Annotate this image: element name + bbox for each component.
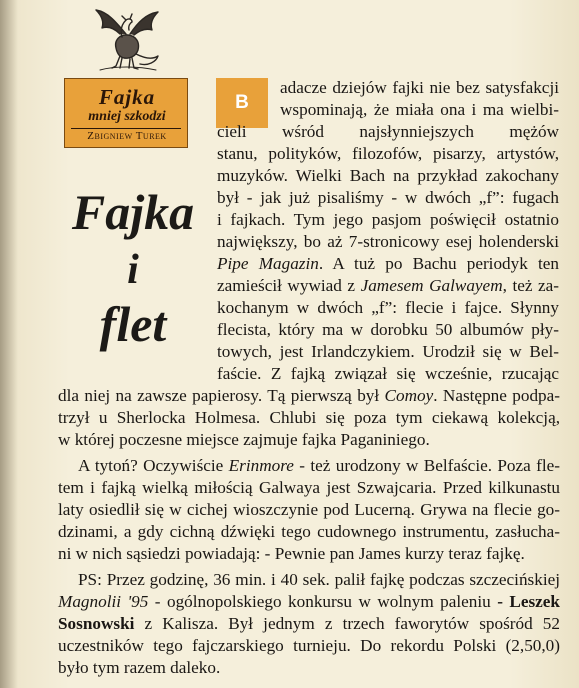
text-line: cieli wśród najsłynniejszych mężów xyxy=(217,122,559,141)
dragon-icon xyxy=(86,4,166,74)
text-line: PS: Przez godzinę, 36 min. i 40 sek. palił fajkę podczas szczecińskiej xyxy=(78,570,560,589)
column-logo xyxy=(64,78,188,148)
text-line: Sosnowski z Kalisza. Był jednym z trzech faworytów spośród 52 xyxy=(58,614,560,633)
column-title: Fajka xyxy=(98,85,156,109)
text-line: dla niej na zawsze papierosy. Tą pierwszą był Comoy. Następne podpa- xyxy=(58,386,560,405)
text-line: tem i fajką wielką miłością Galwaya jest Szwajcaria. Przed kilkunastu xyxy=(58,478,560,497)
text-line: w której poczesne miejsce zajmuje fajka Paganiniego. xyxy=(58,430,430,449)
text-line: kochanym w dwóch „f”: flecie i fajce. Słynny xyxy=(217,298,559,317)
text-line: zamieścił wywiad z Jamesem Galwayem, też za- xyxy=(217,276,559,295)
text-line: flecista, który ma w dorobku 50 albumów pły- xyxy=(217,320,559,339)
text-line: Pipe Magazin. A tuż po Bachu periodyk ten xyxy=(217,254,560,273)
text-line: był - jak już pisaliśmy - w dwóch „f”: fugach xyxy=(217,188,559,207)
text-line: było tym razem daleko. xyxy=(58,658,221,677)
headline-line-1: Fajka xyxy=(71,184,195,240)
column-author: Zbigniew Turek xyxy=(87,130,167,142)
text-line: największy, bo aż 7-stronicowy esej holenderski xyxy=(217,232,559,251)
text-line: laty osiedlił się w cichej wioszczynie pod Lucerną. Grywa na flecie go- xyxy=(58,500,560,519)
text-line: A tytoń? Oczywiście Erinmore - też urodzony w Belfaście. Poza fle- xyxy=(78,456,560,475)
text-line: wspominają, że miała ona i ma wielbi- xyxy=(280,100,559,119)
headline-line-2: i xyxy=(127,247,139,293)
text-line: Magnolii '95 - ogólnopolskiego konkursu w wolnym paleniu - Leszek xyxy=(58,592,560,611)
text-line: stanu, polityków, filozofów, pisarzy, artystów, xyxy=(217,144,559,163)
text-line: dzinami, a gdy cichną dźwięki tego cudownego instrumentu, zasłucha- xyxy=(58,522,560,541)
text-line: i fajkach. Tym jego pasjom poświęcił ostatnio xyxy=(217,210,559,229)
text-line: trzył u Sherlocka Holmesa. Chlubi się poza tym ciekawą kolekcją, xyxy=(58,408,560,427)
column-subtitle: mniej szkodzi xyxy=(88,109,166,124)
text-line: faście. Z fajką związał się wcześnie, rzucając xyxy=(217,364,559,383)
drop-cap-letter: B xyxy=(235,92,249,113)
headline-line-3: flet xyxy=(99,296,167,352)
text-line: uczestników tego fajczarskiego turnieju. Do rekordu Polski (2,50,0) xyxy=(58,636,560,655)
page-edge-shadow xyxy=(0,0,18,688)
text-line: muzyków. Wielki Bach na przykład zakochany xyxy=(217,166,559,185)
column-divider xyxy=(71,128,181,129)
text-line: ni w nich sąsiedzi powiadają: - Pewnie pan James kurzy teraz fajkę. xyxy=(58,544,525,563)
text-line: towych, jest Irlandczykiem. Urodził się w Bel- xyxy=(217,342,559,361)
text-line: adacze dziejów fajki nie bez satysfakcji xyxy=(280,78,559,97)
